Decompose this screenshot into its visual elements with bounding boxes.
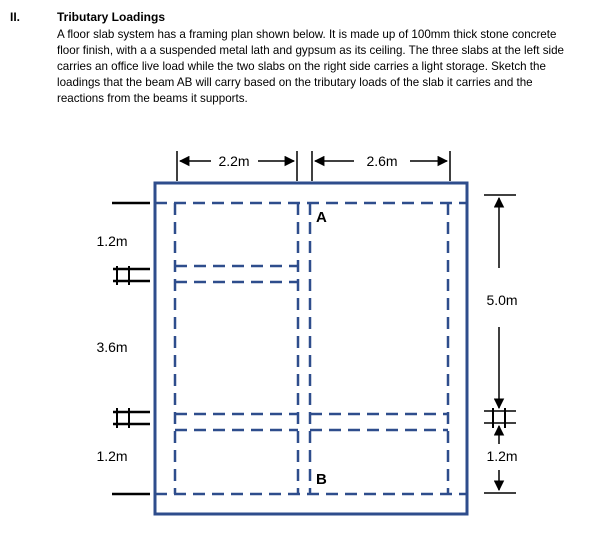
dim-left-top: 1.2m [96, 233, 128, 249]
dim-right-total: 5.0m [486, 292, 518, 308]
dim-right-bottom: 1.2m [486, 448, 518, 464]
dim-top-left: 2.2m [218, 153, 250, 169]
statement-line: reactions from the beams it supports. [57, 92, 248, 105]
beam-lines [155, 203, 467, 494]
dim-left-bottom: 1.2m [96, 448, 128, 464]
statement-line: carries an office live load while the two slabs on the right side carries a light storage. Sketch the [57, 60, 546, 73]
label-a: A [316, 209, 327, 226]
statement-line: floor finish, with a a suspended metal lath and gypsum as its ceiling. The three slabs at the left side [57, 44, 564, 57]
section-number: II. [10, 10, 21, 24]
dim-left-middle: 3.6m [96, 339, 128, 355]
statement-line: A floor slab system has a framing plan shown below. It is made up of 100mm thick stone concrete [57, 28, 557, 41]
label-b: B [316, 471, 327, 488]
statement-line: loadings that the beam AB will carry based on the tributary loads of the slab it carries and the [57, 76, 533, 89]
dim-top-right: 2.6m [366, 153, 398, 169]
section-title: Tributary Loadings [57, 10, 166, 24]
